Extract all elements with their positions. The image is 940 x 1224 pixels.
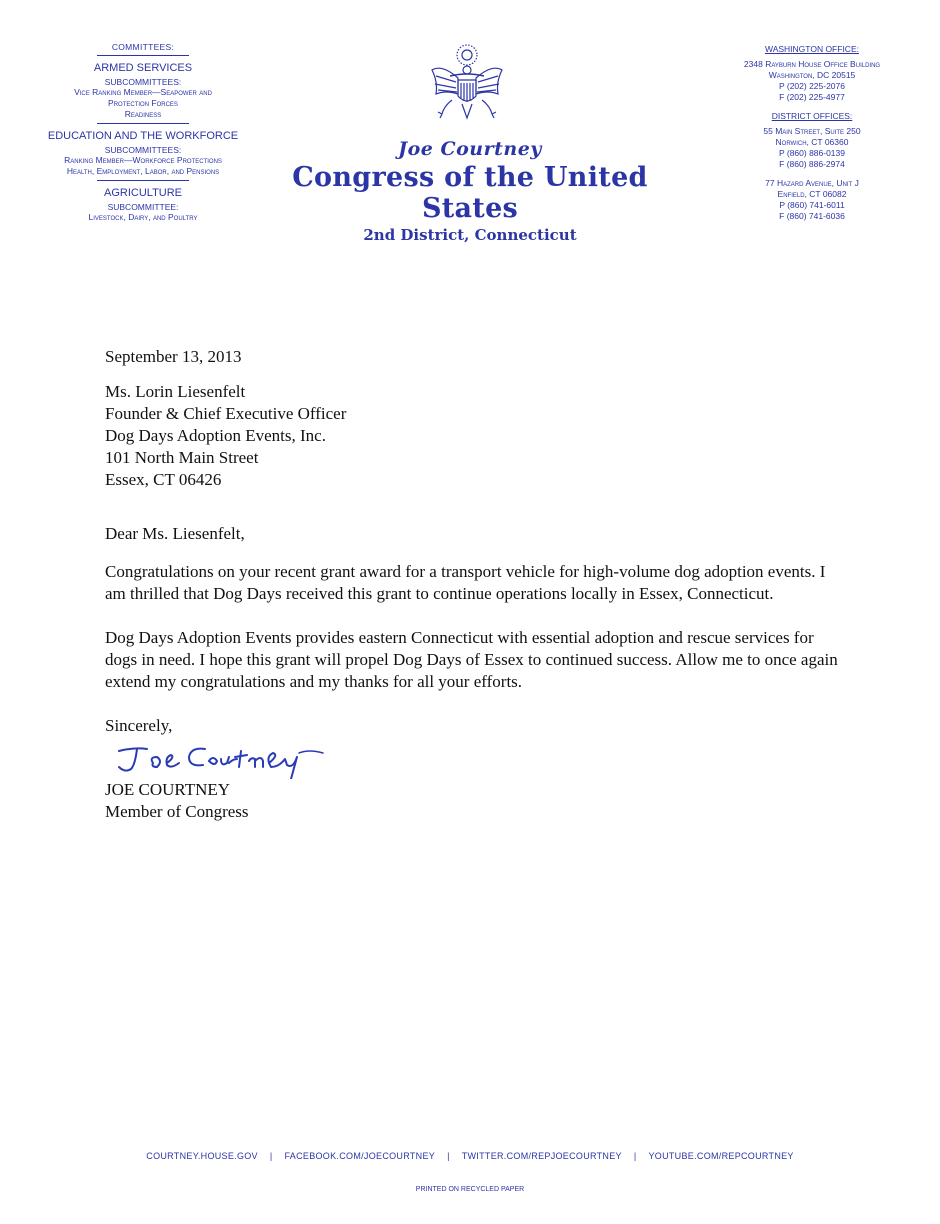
subcommittees-heading: SUBCOMMITTEE: bbox=[107, 202, 179, 212]
address-line: Enfield, CT 06082 bbox=[777, 189, 847, 199]
phone-line: P (860) 886-0139 bbox=[778, 148, 845, 158]
letter-body bbox=[105, 346, 845, 823]
facebook-link[interactable]: FACEBOOK.COM/JOECOURTNEY bbox=[284, 1151, 436, 1161]
phone-line: P (860) 741-6011 bbox=[779, 200, 845, 210]
offices-column bbox=[722, 44, 902, 230]
fax-line: F (202) 225-4977 bbox=[779, 92, 845, 102]
phone-line: P (202) 225-2076 bbox=[778, 81, 845, 91]
institution-title: Congress of the United States bbox=[292, 162, 648, 224]
letter-date: September 13, 2013 bbox=[105, 347, 242, 366]
subcommittee-line: Ranking Member—Workforce Protections bbox=[64, 155, 222, 165]
recipient-line: 101 North Main Street bbox=[105, 448, 259, 467]
committees-heading: COMMITTEES: bbox=[111, 42, 175, 52]
body-paragraph: Dog Days Adoption Events provides eastern Connecticut with essential adoption and rescue services for dogs in need. I hope this grant will propel Dog Days of Essex to continued success. Allow me to once again extend my congratulations and my thanks for all your efforts. bbox=[105, 628, 838, 691]
body-paragraph: Congratulations on your recent grant award for a transport vehicle for high-volume dog adoption events. I am thrilled that Dog Days received this grant to continue operations locally in Essex, Connecticut. bbox=[105, 562, 826, 603]
address-line: Norwich, CT 06360 bbox=[775, 137, 849, 147]
divider bbox=[97, 180, 189, 181]
committee-name: ARMED SERVICES bbox=[93, 62, 193, 74]
divider bbox=[97, 123, 189, 124]
recycled-paper-note: PRINTED ON RECYCLED PAPER bbox=[415, 1186, 525, 1193]
website-link[interactable]: COURTNEY.HOUSE.GOV bbox=[146, 1151, 258, 1161]
norwich-office-address bbox=[722, 126, 902, 170]
recipient-block bbox=[105, 381, 845, 491]
district-label: 2nd District, Connecticut bbox=[363, 226, 577, 244]
subcommittees-heading: SUBCOMMITTEES: bbox=[104, 145, 182, 155]
enfield-office-address bbox=[722, 178, 902, 222]
youtube-link[interactable]: YOUTUBE.COM/REPCOURTNEY bbox=[648, 1151, 794, 1161]
signer-title: Member of Congress bbox=[105, 802, 249, 821]
subcommittee-line: Protection Forces bbox=[108, 98, 178, 108]
committee-name: AGRICULTURE bbox=[103, 187, 183, 199]
recipient-line: Founder & Chief Executive Officer bbox=[105, 404, 347, 423]
subcommittee-line: Vice Ranking Member—Seapower and bbox=[74, 87, 212, 97]
district-offices-label: DISTRICT OFFICES: bbox=[771, 111, 853, 121]
recipient-line: Dog Days Adoption Events, Inc. bbox=[105, 426, 326, 445]
closing: Sincerely, bbox=[105, 716, 173, 735]
subcommittee-line: Livestock, Dairy, and Poultry bbox=[88, 212, 198, 222]
footer-separator: | bbox=[447, 1151, 450, 1161]
divider bbox=[97, 55, 189, 56]
subcommittee-line: Readiness bbox=[124, 109, 162, 119]
committee-name: EDUCATION AND THE WORKFORCE bbox=[47, 130, 239, 142]
subcommittee-line: Health, Employment, Labor, and Pensions bbox=[66, 166, 220, 176]
subcommittees-heading: SUBCOMMITTEES: bbox=[104, 77, 182, 87]
washington-office-label: WASHINGTON OFFICE: bbox=[765, 44, 859, 54]
address-line: 55 Main Street, Suite 250 bbox=[763, 126, 861, 136]
footer-links bbox=[0, 1151, 940, 1161]
recipient-line: Ms. Lorin Liesenfelt bbox=[105, 382, 246, 401]
signer-name: JOE COURTNEY bbox=[105, 780, 231, 799]
washington-office-address bbox=[722, 59, 902, 103]
footer-separator: | bbox=[633, 1151, 637, 1161]
representative-name: Joe Courtney bbox=[398, 138, 542, 160]
address-line: Washington, DC 20515 bbox=[768, 70, 856, 80]
address-line: 2348 Rayburn House Office Building bbox=[743, 59, 881, 69]
committees-column bbox=[38, 42, 248, 223]
masthead bbox=[260, 138, 680, 244]
handwritten-signature bbox=[113, 739, 363, 779]
address-line: 77 Hazard Avenue, Unit J bbox=[765, 178, 859, 188]
great-seal-eagle-icon bbox=[428, 42, 506, 128]
salutation: Dear Ms. Liesenfelt, bbox=[105, 524, 245, 543]
twitter-link[interactable]: TWITTER.COM/REPJOECOURTNEY bbox=[461, 1151, 622, 1161]
fax-line: F (860) 886-2974 bbox=[779, 159, 845, 169]
recipient-line: Essex, CT 06426 bbox=[105, 470, 222, 489]
footer-separator: | bbox=[269, 1151, 273, 1161]
fax-line: F (860) 741-6036 bbox=[779, 211, 845, 221]
